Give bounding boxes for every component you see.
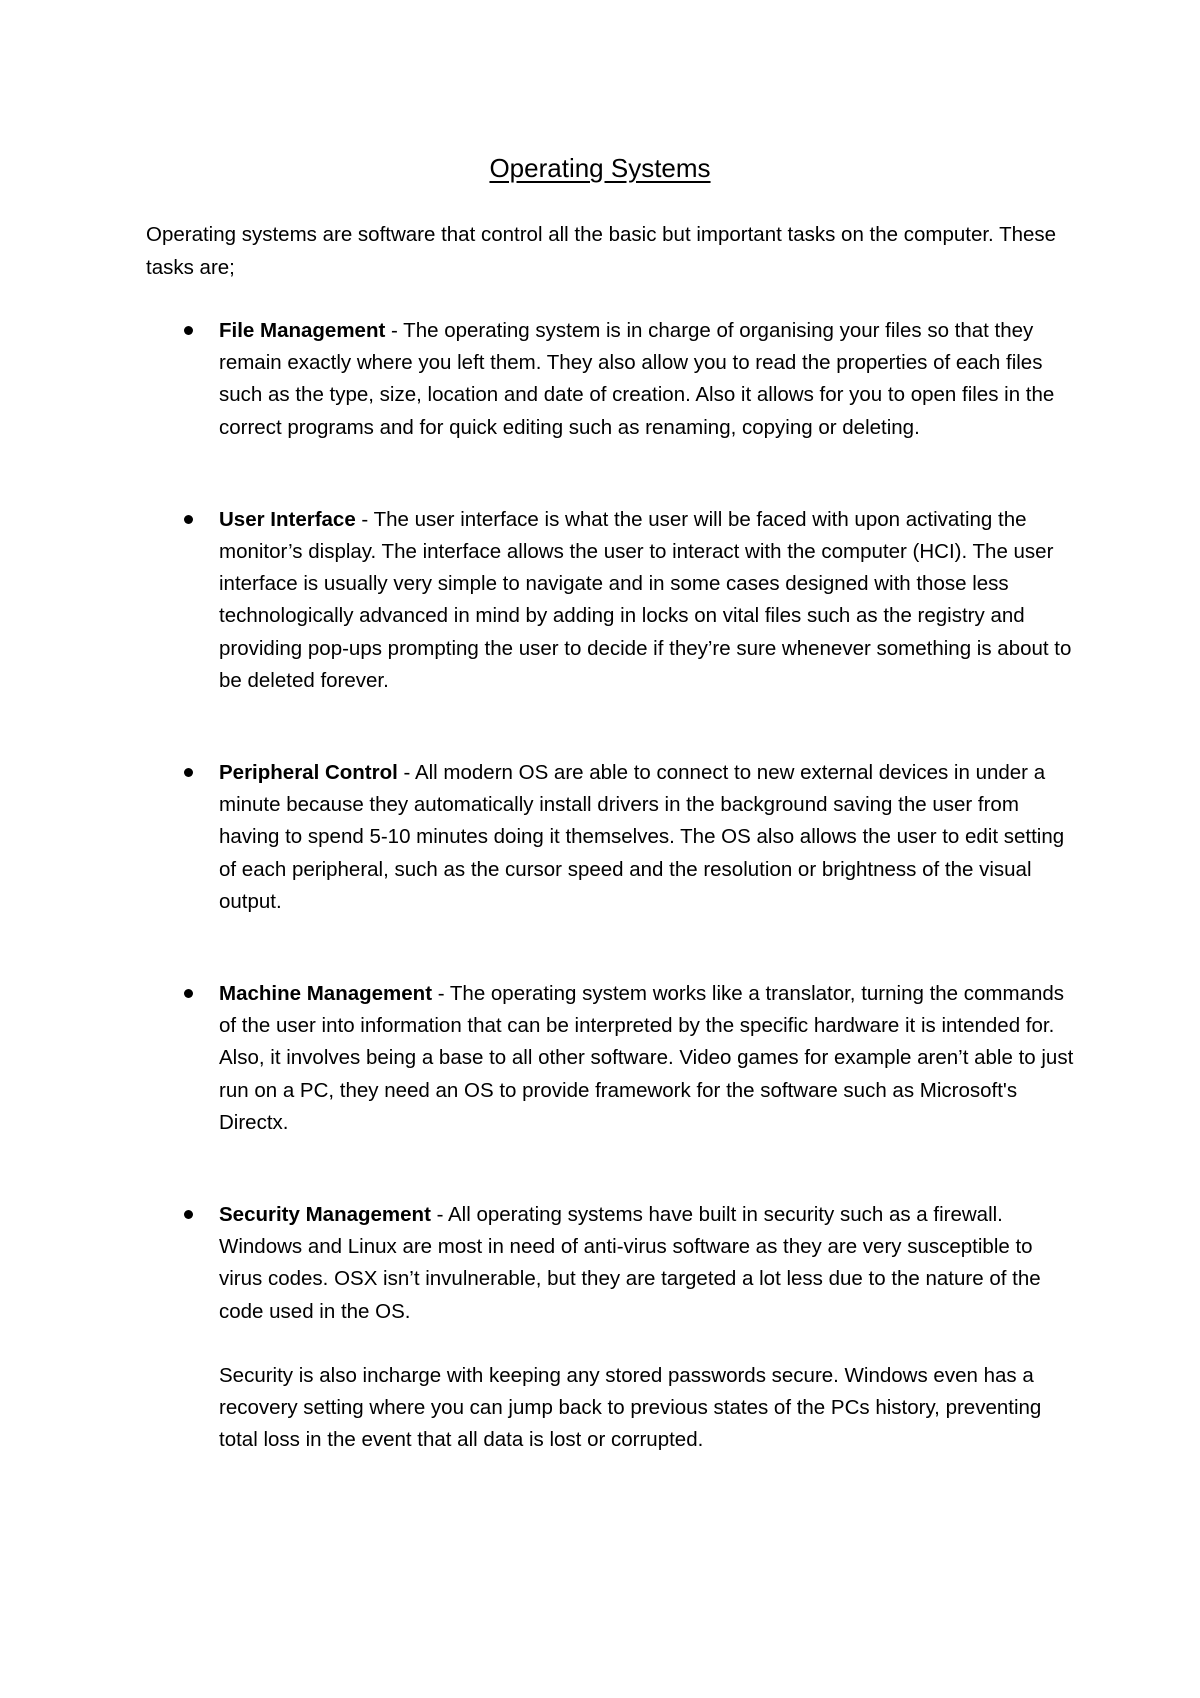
list-item-file-management	[0, 315, 1200, 444]
item-term: File Management	[219, 319, 386, 342]
item-term: Security Management	[219, 1203, 431, 1227]
item-separator: -	[385, 319, 404, 342]
item-separator: -	[432, 982, 450, 1006]
list-item-paragraph	[219, 315, 1080, 444]
item-description: The operating system is in charge of organising your files so that they remain exactly where you left them. They also allow you to read the properties of each files such as the type, size, location and date of creation. Also it allows for you to open files in the correct programs and for quick editing such as renaming, copying or deleting.	[219, 319, 1055, 439]
list-item-user-interface	[0, 504, 1200, 697]
item-term: Machine Management	[219, 982, 433, 1006]
bullet-dot-icon	[184, 326, 193, 335]
list-item-paragraph	[219, 978, 1080, 1139]
item-description: The user interface is what the user will be faced with upon activating the monitor’s display. The interface allows the user to interact with the computer (HCI). The user interface is usually very simple to navigate and in some cases designed with those less technologically advanced in mind by adding in locks on vital files such as the registry and providing pop-ups prompting the user to decide if they’re sure whenever something is about to be deleted forever.	[219, 507, 1072, 692]
bullet-dot-icon	[184, 989, 193, 998]
intro-paragraph: Operating systems are software that control all the basic but important tasks on the computer. These tasks are;	[146, 223, 1057, 279]
item-description: All modern OS are able to connect to new external devices in under a minute because they automatically install drivers in the background saving the user from having to spend 5-10 minutes doing it themselves. The OS also allows the user to edit setting of each peripheral, such as the cursor speed and the resolution or brightness of the visual output.	[219, 761, 1065, 913]
item-separator: -	[397, 761, 415, 785]
list-item-paragraph	[219, 757, 1080, 918]
item-separator: -	[430, 1203, 448, 1227]
bullet-dot-icon	[184, 1210, 193, 1219]
item-term: User Interface	[219, 507, 356, 531]
task-list	[0, 315, 1200, 1456]
item-term: Peripheral Control	[219, 761, 398, 785]
item-separator: -	[355, 507, 374, 531]
list-item-paragraph	[219, 1199, 1080, 1328]
item-description: The operating system works like a translator, turning the commands of the user into information that can be interpreted by the specific hardware it is intended for. Also, it involves being a base to all other software. Video games for example aren’t able to just run on a PC, they need an OS to provide framework for the software such as Microsoft's Directx.	[219, 982, 1074, 1134]
list-item-security-management	[0, 1199, 1200, 1456]
bullet-dot-icon	[184, 768, 193, 777]
list-item-machine-management	[0, 978, 1200, 1139]
document-title: Operating Systems	[489, 153, 711, 183]
list-item-paragraph	[219, 504, 1080, 697]
list-item-peripheral-control	[0, 757, 1200, 918]
bullet-dot-icon	[184, 515, 193, 524]
item-description: All operating systems have built in security such as a firewall. Windows and Linux are most in need of anti-virus software as they are very susceptible to virus codes. OSX isn’t invulnerable, but they are targeted a lot less due to the nature of the code used in the OS.	[219, 1203, 1041, 1323]
list-item-paragraph-continued: Security is also incharge with keeping any stored passwords secure. Windows even has a recovery setting where you can jump back to previous states of the PCs history, preventing total loss in the event that all data is lost or corrupted.	[219, 1363, 1042, 1452]
